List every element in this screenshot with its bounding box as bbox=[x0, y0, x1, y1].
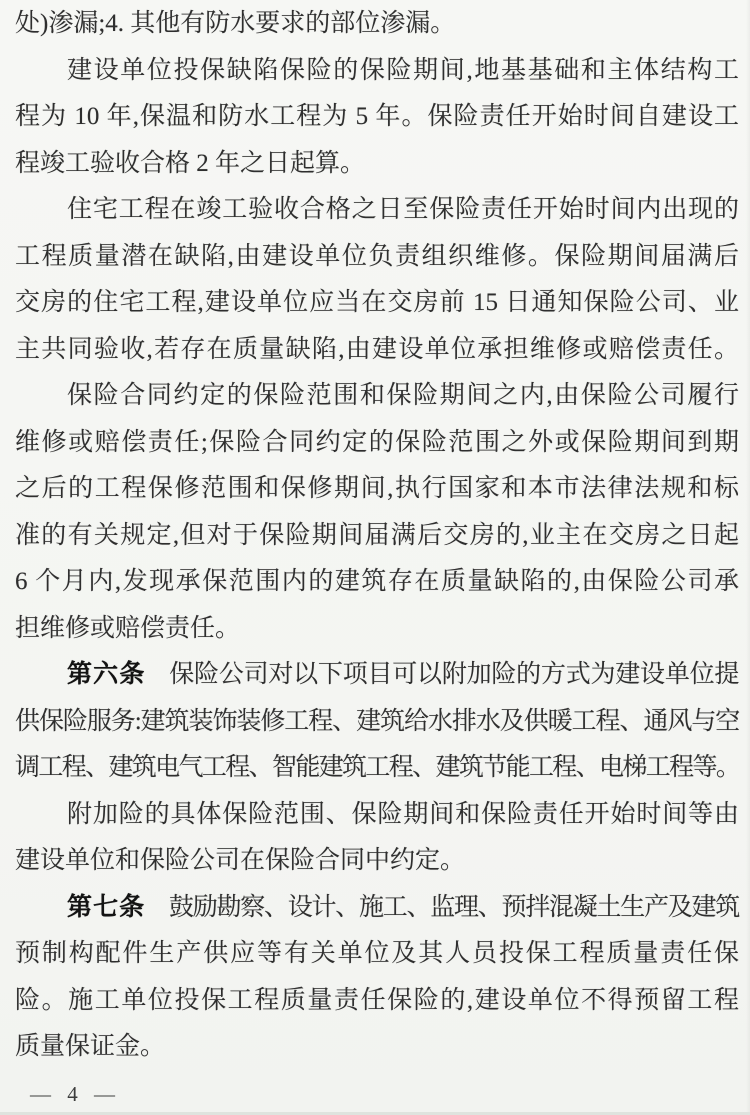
text-run: 处)渗漏;4. 其他有防水要求的部位渗漏。 bbox=[15, 10, 456, 37]
text-run: 建设单位投保缺陷保险的保险期间,地基基础和主体结构工 bbox=[67, 56, 739, 84]
article-heading: 第七条 bbox=[67, 893, 146, 921]
text-run: 程为 10 年,保温和防水工程为 5 年。保险责任开始时间自建设工 bbox=[15, 103, 739, 130]
text-line bbox=[15, 48, 739, 95]
text-run: 主共同验收,若存在质量缺陷,由建设单位承担维修或赔偿责任。 bbox=[15, 335, 739, 363]
text-line bbox=[15, 141, 739, 188]
text-run: 鼓励勘察、设计、施工、监理、预拌混凝土生产及建筑 bbox=[168, 893, 739, 921]
text-line bbox=[15, 420, 739, 467]
text-run: 6 个月内,发现承保范围内的建筑存在质量缺陷的,由保险公司承 bbox=[15, 568, 739, 595]
text-line bbox=[15, 513, 739, 560]
text-run: 质量保证金。 bbox=[15, 1033, 166, 1060]
text-line bbox=[15, 1, 739, 48]
text-run: 住宅工程在竣工验收合格之日至保险责任开始时间内出现的 bbox=[67, 196, 739, 223]
text-line bbox=[15, 652, 739, 699]
text-line bbox=[15, 699, 739, 746]
text-run: 维修或赔偿责任;保险合同约定的保险范围之外或保险期间到期 bbox=[15, 428, 739, 456]
text-run: 险。施工单位投保工程质量责任保险的,建设单位不得预留工程 bbox=[15, 986, 739, 1014]
text-run: 程竣工验收合格 2 年之日起算。 bbox=[15, 149, 366, 177]
text-run: 保险合同约定的保险范围和保险期间之内,由保险公司履行 bbox=[67, 382, 739, 409]
paragraph bbox=[15, 187, 739, 373]
text-line bbox=[15, 234, 739, 281]
text-run: 调工程、建筑电气工程、智能建筑工程、建筑节能工程、电梯工程等。 bbox=[15, 754, 739, 781]
paragraph bbox=[15, 1, 739, 48]
paragraph bbox=[15, 885, 739, 1071]
article-heading: 第六条 bbox=[67, 661, 146, 688]
text-run: 附加险的具体保险范围、保险期间和保险责任开始时间等由 bbox=[67, 800, 739, 828]
paragraph bbox=[15, 652, 739, 792]
text-line bbox=[15, 327, 739, 374]
text-line bbox=[15, 838, 739, 885]
text-line bbox=[15, 559, 739, 606]
text-line bbox=[15, 280, 739, 327]
document-body bbox=[15, 0, 739, 1071]
paragraph bbox=[15, 792, 739, 885]
text-run: 工程质量潜在缺陷,由建设单位负责组织维修。保险期间届满后 bbox=[15, 242, 739, 270]
text-line bbox=[15, 94, 739, 141]
text-run: 保险公司对以下项目可以附加险的方式为建设单位提 bbox=[169, 661, 739, 688]
text-run: 供保险服务:建筑装饰装修工程、建筑给水排水及供暖工程、通风与空 bbox=[15, 707, 739, 735]
text-line bbox=[15, 466, 739, 513]
paragraph bbox=[15, 373, 739, 652]
text-run: 预制构配件生产供应等有关单位及其人员投保工程质量责任保 bbox=[15, 940, 739, 967]
text-run: 交房的住宅工程,建设单位应当在交房前 15 日通知保险公司、业 bbox=[15, 289, 739, 316]
text-line bbox=[15, 931, 739, 978]
text-line bbox=[15, 978, 739, 1025]
text-line bbox=[15, 885, 739, 932]
text-line bbox=[15, 187, 739, 234]
scan-shade-artifact bbox=[746, 0, 750, 1115]
text-line bbox=[15, 792, 739, 839]
text-run: 之后的工程保修范围和保修期间,执行国家和本市法律法规和标 bbox=[15, 475, 739, 502]
text-line bbox=[15, 745, 739, 792]
text-run: 担维修或赔偿责任。 bbox=[15, 614, 241, 642]
text-run: 建设单位和保险公司在保险合同中约定。 bbox=[15, 847, 466, 874]
text-run: 准的有关规定,但对于保险期间届满后交房的,业主在交房之日起 bbox=[15, 521, 739, 549]
text-line bbox=[15, 1024, 739, 1071]
page-number: — 4 — bbox=[30, 1082, 116, 1106]
text-line bbox=[15, 373, 739, 420]
text-line bbox=[15, 606, 739, 653]
paragraph bbox=[15, 48, 739, 188]
